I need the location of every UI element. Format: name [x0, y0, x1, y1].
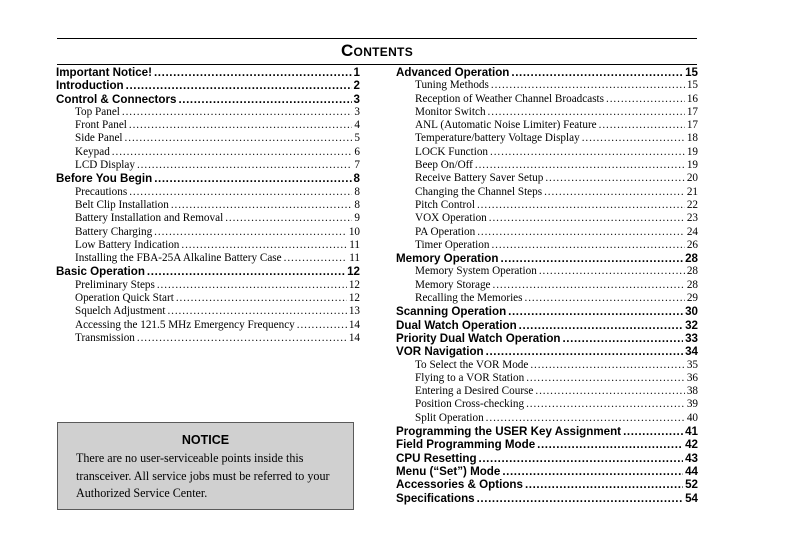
toc-subsection-entry[interactable] — [396, 106, 698, 119]
toc-subsection-entry[interactable] — [56, 132, 360, 145]
toc-page-number: 19 — [686, 159, 698, 172]
toc-subsection-entry[interactable] — [396, 119, 698, 132]
toc-page-number: 8 — [353, 172, 360, 186]
toc-entry-title: Field Programming Mode — [396, 438, 536, 452]
toc-entry-title: Dual Watch Operation — [396, 318, 517, 332]
toc-entry-title: Squelch Adjustment — [75, 305, 166, 318]
toc-page-number: 42 — [685, 438, 698, 452]
toc-dot-leader — [477, 226, 685, 239]
toc-page-number: 14 — [348, 318, 360, 331]
toc-entry-title: Specifications — [396, 491, 475, 505]
toc-subsection-entry[interactable] — [396, 398, 698, 411]
toc-entry-title: Transmission — [75, 331, 135, 344]
page-title: Contents — [340, 41, 413, 60]
toc-section-entry[interactable] — [56, 93, 360, 106]
top-rule — [57, 38, 697, 39]
toc-dot-leader — [129, 186, 352, 199]
toc-dot-leader — [147, 265, 345, 278]
toc-dot-leader — [167, 305, 346, 318]
toc-left-column — [56, 66, 360, 345]
toc-entry-title: Control & Connectors — [56, 92, 177, 106]
toc-entry-title: Monitor Switch — [415, 105, 486, 118]
toc-dot-leader — [489, 212, 685, 225]
toc-dot-leader — [526, 372, 685, 385]
toc-dot-leader — [606, 93, 685, 106]
toc-entry-title: Flying to a VOR Station — [415, 371, 525, 384]
toc-page-number: 21 — [686, 185, 698, 198]
toc-subsection-entry[interactable] — [56, 292, 360, 305]
toc-page-number: 8 — [354, 198, 360, 211]
toc-entry-title: Pitch Control — [415, 198, 475, 211]
toc-dot-leader — [530, 359, 684, 372]
toc-dot-leader — [525, 292, 685, 305]
toc-dot-leader — [181, 239, 347, 252]
toc-subsection-entry[interactable] — [56, 146, 360, 159]
toc-page-number: 20 — [686, 172, 698, 185]
toc-entry-title: Split Operation — [415, 411, 484, 424]
toc-entry-title: Memory Operation — [396, 252, 499, 266]
toc-entry-title: Keypad — [75, 145, 110, 158]
toc-page-number: 15 — [686, 79, 698, 92]
toc-entry-title: Changing the Channel Steps — [415, 185, 543, 198]
toc-dot-leader — [490, 146, 685, 159]
toc-subsection-entry[interactable] — [56, 226, 360, 239]
toc-dot-leader — [157, 279, 347, 292]
toc-subsection-entry[interactable] — [56, 332, 360, 345]
toc-page-number: 14 — [348, 331, 360, 344]
toc-entry-title: Installing the FBA-25A Alkaline Battery Case — [75, 252, 282, 265]
toc-page-number: 38 — [686, 385, 698, 398]
toc-subsection-entry[interactable] — [56, 212, 360, 225]
toc-section-entry[interactable] — [396, 252, 698, 265]
toc-page-number: 19 — [686, 145, 698, 158]
toc-page-number: 35 — [686, 358, 698, 371]
toc-page-number: 12 — [348, 292, 360, 305]
toc-subsection-entry[interactable] — [56, 305, 360, 318]
toc-subsection-entry[interactable] — [396, 186, 698, 199]
toc-dot-leader — [545, 172, 685, 185]
toc-subsection-entry[interactable] — [396, 279, 698, 292]
toc-entry-title: Priority Dual Watch Operation — [396, 331, 561, 345]
toc-subsection-entry[interactable] — [396, 265, 698, 278]
toc-page-number: 4 — [354, 119, 360, 132]
toc-entry-title: Operation Quick Start — [75, 292, 174, 305]
toc-dot-leader — [535, 385, 684, 398]
toc-dot-leader — [154, 66, 352, 79]
toc-subsection-entry[interactable] — [396, 226, 698, 239]
toc-subsection-entry[interactable] — [396, 79, 698, 92]
toc-page-number: 32 — [685, 318, 698, 332]
toc-dot-leader — [284, 252, 348, 265]
toc-page-number: 16 — [686, 92, 698, 105]
toc-entry-title: LOCK Function — [415, 145, 489, 158]
toc-entry-title: VOR Navigation — [396, 345, 484, 359]
notice-title: NOTICE — [181, 433, 230, 447]
toc-section-entry[interactable] — [56, 172, 360, 185]
toc-dot-leader — [178, 93, 351, 106]
toc-entry-title: VOX Operation — [415, 212, 487, 225]
toc-entry-title: Accessories & Options — [396, 478, 523, 492]
toc-dot-leader — [154, 172, 351, 185]
toc-entry-title: Preliminary Steps — [75, 278, 155, 291]
toc-dot-leader — [475, 159, 685, 172]
toc-section-entry[interactable] — [396, 465, 698, 478]
toc-page-number: 43 — [685, 451, 698, 465]
toc-dot-leader — [544, 186, 685, 199]
toc-page-number: 3 — [353, 92, 360, 106]
toc-section-entry[interactable] — [396, 305, 698, 318]
toc-subsection-entry[interactable] — [396, 159, 698, 172]
toc-entry-title: Introduction — [56, 79, 124, 93]
toc-entry-title: LCD Display — [75, 159, 135, 172]
toc-dot-leader — [526, 398, 685, 411]
toc-entry-title: ANL (Automatic Noise Limiter) Feature — [415, 119, 597, 132]
toc-page-number: 39 — [686, 398, 698, 411]
toc-dot-leader — [502, 465, 683, 478]
toc-page-number: 28 — [686, 265, 698, 278]
toc-section-entry[interactable] — [396, 319, 698, 332]
toc-dot-leader — [477, 199, 685, 212]
toc-entry-title: Menu (“Set”) Mode — [396, 464, 501, 478]
toc-entry-title: Basic Operation — [56, 265, 145, 279]
toc-entry-title: Timer Operation — [415, 238, 490, 251]
toc-page-number: 54 — [685, 491, 698, 505]
toc-subsection-entry[interactable] — [396, 132, 698, 145]
toc-subsection-entry[interactable] — [396, 172, 698, 185]
toc-dot-leader — [493, 279, 685, 292]
toc-dot-leader — [599, 119, 685, 132]
toc-entry-title: Reception of Weather Channel Broadcasts — [415, 92, 605, 105]
toc-page-number: 23 — [686, 212, 698, 225]
toc-page-number: 44 — [685, 464, 698, 478]
toc-page-number: 2 — [353, 79, 360, 93]
toc-entry-title: Belt Clip Installation — [75, 198, 169, 211]
toc-entry-title: PA Operation — [415, 225, 476, 238]
toc-page-number: 1 — [353, 66, 360, 79]
toc-subsection-entry[interactable] — [396, 93, 698, 106]
toc-dot-leader — [486, 412, 685, 425]
toc-entry-title: Beep On/Off — [415, 159, 473, 172]
toc-subsection-entry[interactable] — [56, 119, 360, 132]
toc-subsection-entry[interactable] — [396, 359, 698, 372]
toc-dot-leader — [623, 425, 683, 438]
toc-dot-leader — [539, 265, 685, 278]
toc-dot-leader — [486, 345, 683, 358]
toc-page-number: 12 — [347, 265, 360, 279]
toc-page-number: 40 — [686, 411, 698, 424]
toc-page-number: 22 — [686, 198, 698, 211]
toc-page-number: 11 — [349, 238, 360, 251]
toc-entry-title: Recalling the Memories — [415, 292, 523, 305]
toc-entry-title: To Select the VOR Mode — [415, 358, 529, 371]
toc-entry-title: Entering a Desired Course — [415, 385, 534, 398]
toc-subsection-entry[interactable] — [56, 106, 360, 119]
toc-dot-leader — [500, 252, 683, 265]
toc-dot-leader — [297, 319, 347, 332]
toc-section-entry[interactable] — [56, 79, 360, 92]
toc-dot-leader — [126, 79, 352, 92]
toc-entry-title: Front Panel — [75, 119, 127, 132]
toc-page-number: 8 — [354, 185, 360, 198]
toc-page-number: 18 — [686, 132, 698, 145]
notice-line: transceiver. All service jobs must be referred to your — [76, 468, 330, 483]
toc-dot-leader — [477, 492, 683, 505]
toc-dot-leader — [582, 132, 685, 145]
toc-dot-leader — [525, 478, 683, 491]
toc-subsection-entry[interactable] — [396, 146, 698, 159]
toc-right-column — [396, 66, 698, 505]
notice-body — [76, 450, 341, 503]
toc-page-number: 28 — [685, 252, 698, 266]
toc-entry-title: Before You Begin — [56, 172, 153, 186]
toc-subsection-entry[interactable] — [56, 319, 360, 332]
toc-dot-leader — [488, 106, 685, 119]
toc-dot-leader — [112, 146, 353, 159]
toc-subsection-entry[interactable] — [56, 252, 360, 265]
toc-dot-leader — [122, 106, 353, 119]
toc-dot-leader — [225, 212, 352, 225]
toc-subsection-entry[interactable] — [396, 212, 698, 225]
toc-section-entry[interactable] — [396, 438, 698, 451]
toc-subsection-entry[interactable] — [56, 239, 360, 252]
toc-page-number: 17 — [686, 119, 698, 132]
toc-page-number: 24 — [686, 225, 698, 238]
toc-subsection-entry[interactable] — [396, 199, 698, 212]
toc-page-number: 12 — [348, 278, 360, 291]
toc-dot-leader — [508, 305, 683, 318]
toc-section-entry[interactable] — [396, 332, 698, 345]
toc-section-entry[interactable] — [396, 66, 698, 79]
toc-entry-title: Side Panel — [75, 132, 123, 145]
toc-entry-title: Tuning Methods — [415, 79, 489, 92]
toc-entry-title: Memory System Operation — [415, 265, 537, 278]
toc-dot-leader — [125, 132, 353, 145]
toc-dot-leader — [537, 438, 683, 451]
toc-entry-title: Programming the USER Key Assignment — [396, 425, 622, 439]
toc-dot-leader — [137, 332, 347, 345]
toc-page-number: 34 — [685, 345, 698, 359]
toc-dot-leader — [176, 292, 347, 305]
toc-entry-title: Scanning Operation — [396, 305, 507, 319]
toc-dot-leader — [129, 119, 353, 132]
toc-page-number: 5 — [354, 132, 360, 145]
toc-page-number: 11 — [349, 252, 360, 265]
toc-entry-title: Battery Charging — [75, 225, 153, 238]
toc-subsection-entry[interactable] — [56, 199, 360, 212]
toc-page-number: 10 — [348, 225, 360, 238]
toc-subsection-entry[interactable] — [396, 292, 698, 305]
toc-entry-title: Low Battery Indication — [75, 238, 180, 251]
toc-entry-title: Top Panel — [75, 105, 120, 118]
toc-page-number: 26 — [686, 238, 698, 251]
toc-page-number: 13 — [348, 305, 360, 318]
toc-subsection-entry[interactable] — [396, 239, 698, 252]
toc-dot-leader — [491, 239, 684, 252]
toc-page-number: 15 — [685, 66, 698, 79]
toc-page-number: 7 — [354, 159, 360, 172]
toc-entry-title: Accessing the 121.5 MHz Emergency Frequency — [75, 318, 295, 331]
toc-section-entry[interactable] — [56, 66, 360, 79]
toc-entry-title: Advanced Operation — [396, 66, 510, 79]
toc-entry-title: Temperature/battery Voltage Display — [415, 132, 580, 145]
toc-dot-leader — [171, 199, 353, 212]
toc-section-entry[interactable] — [396, 345, 698, 358]
toc-subsection-entry[interactable] — [396, 412, 698, 425]
toc-dot-leader — [519, 319, 683, 332]
toc-entry-title: CPU Resetting — [396, 451, 477, 465]
toc-dot-leader — [154, 226, 347, 239]
toc-entry-title: Receive Battery Saver Setup — [415, 172, 544, 185]
toc-section-entry[interactable] — [396, 492, 698, 505]
toc-page-number: 52 — [685, 478, 698, 492]
toc-entry-title: Battery Installation and Removal — [75, 212, 224, 225]
toc-entry-title: Important Notice! — [56, 66, 152, 79]
toc-entry-title: Position Cross-checking — [415, 398, 525, 411]
toc-subsection-entry[interactable] — [56, 186, 360, 199]
toc-section-entry[interactable] — [396, 452, 698, 465]
toc-page-number: 6 — [354, 145, 360, 158]
title-underline — [57, 64, 697, 65]
toc-section-entry[interactable] — [396, 425, 698, 438]
toc-page-number: 41 — [685, 425, 698, 439]
toc-section-entry[interactable] — [56, 265, 360, 278]
toc-entry-title: Memory Storage — [415, 278, 491, 291]
toc-dot-leader — [511, 66, 683, 79]
toc-page-number: 33 — [685, 331, 698, 345]
toc-page-number: 30 — [685, 305, 698, 319]
notice-line: Authorized Service Center. — [76, 486, 208, 500]
notice-box — [57, 422, 354, 510]
toc-page-number: 17 — [686, 105, 698, 118]
toc-section-entry[interactable] — [396, 478, 698, 491]
toc-dot-leader — [562, 332, 683, 345]
toc-subsection-entry[interactable] — [56, 279, 360, 292]
toc-dot-leader — [479, 452, 684, 465]
toc-page-number: 9 — [354, 212, 360, 225]
toc-dot-leader — [137, 159, 352, 172]
notice-line: There are no user-serviceable points inside this — [76, 451, 304, 465]
toc-subsection-entry[interactable] — [396, 372, 698, 385]
toc-page-number: 28 — [686, 278, 698, 291]
toc-dot-leader — [491, 79, 685, 92]
toc-subsection-entry[interactable] — [56, 159, 360, 172]
toc-entry-title: Precautions — [75, 185, 128, 198]
toc-subsection-entry[interactable] — [396, 385, 698, 398]
toc-page-number: 3 — [354, 105, 360, 118]
toc-page-number: 36 — [686, 371, 698, 384]
toc-page-number: 29 — [686, 292, 698, 305]
